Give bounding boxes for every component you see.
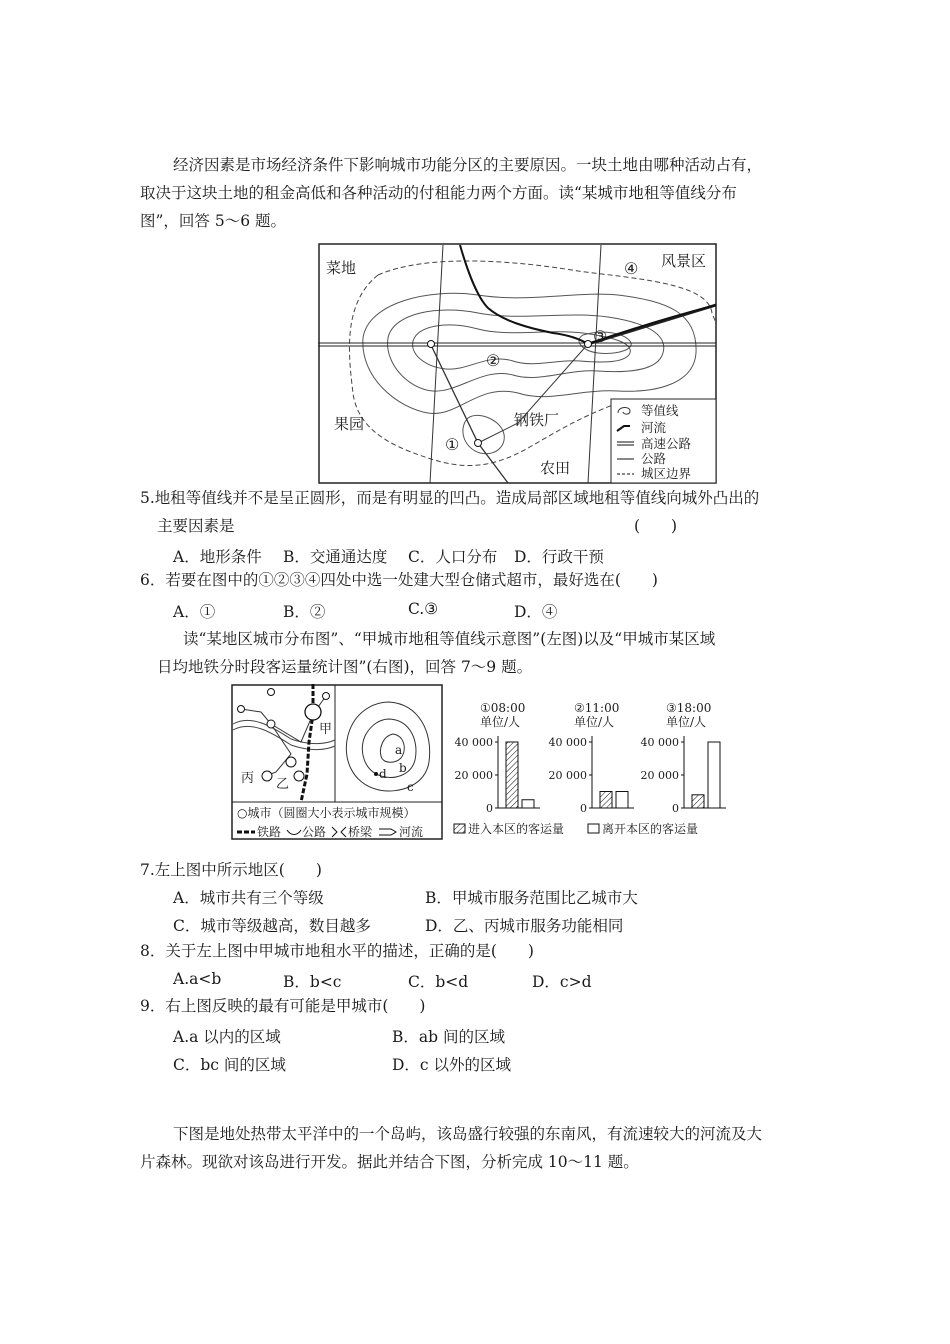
q6-option-a: A．①	[173, 603, 216, 621]
panel-tick-label-3-1: 20 000	[640, 769, 679, 782]
svg-text:河流: 河流	[641, 420, 667, 435]
ring-a: a	[395, 743, 403, 757]
point-3: ③	[593, 327, 608, 346]
city-jia: 甲	[319, 722, 333, 737]
intro1-line3: 图”，回答 5～6 题。	[140, 212, 287, 230]
legend-leave: 离开本区的客运量	[602, 822, 699, 836]
ring-c: c	[407, 780, 414, 794]
point-4: ④	[624, 259, 639, 278]
land-rent-isoline-map	[318, 243, 718, 485]
bar-leave-2	[616, 792, 628, 809]
point-2: ②	[486, 351, 501, 370]
legend-enter: 进入本区的客运量	[468, 822, 565, 836]
q5-option-b: B．交通通达度	[283, 548, 388, 566]
q6-option-c: C.③	[408, 600, 439, 618]
q9-stem: 9．右上图反映的最有可能是甲城市( )	[140, 997, 426, 1015]
panel-tick-label-3-2: 0	[672, 802, 679, 815]
q8-option-c: C．b<d	[408, 973, 469, 991]
intro2-line2: 日均地铁分时段客运量统计图”(右图)，回答 7～9 题。	[157, 658, 533, 676]
label-vegetable: 菜地	[326, 259, 357, 277]
metro-ridership-chart	[448, 700, 738, 840]
bar-enter-3	[692, 795, 704, 808]
panel-unit-3: 单位/人	[666, 715, 707, 729]
q8-option-d: D．c>d	[532, 973, 592, 991]
panel-tick-label-2-1: 20 000	[548, 769, 587, 782]
svg-text:桥梁: 桥梁	[348, 825, 373, 839]
panel-tick-label-1-0: 40 000	[454, 736, 493, 749]
panel-tick-label-2-2: 0	[580, 802, 587, 815]
bar-enter-2	[600, 792, 612, 809]
label-scenic: 风景区	[661, 252, 707, 270]
city-bing: 丙	[241, 771, 255, 786]
panel-tick-label-1-1: 20 000	[454, 769, 493, 782]
q7-option-a: A．城市共有三个等级	[173, 889, 324, 907]
intro1-line2: 取决于这块土地的租金高低和各种活动的付租能力两个方面。读“某城市地租等值线分布	[140, 184, 737, 202]
q6-option-d: D．④	[514, 603, 558, 621]
svg-text:河流: 河流	[399, 825, 424, 839]
q5-stem-line2: 主要因素是	[157, 517, 235, 535]
panel-title-1: ①08:00	[480, 701, 526, 715]
bar-enter-1	[506, 742, 518, 808]
intro1-line1: 经济因素是市场经济条件下影响城市功能分区的主要原因。一块土地由哪种活动占有，	[173, 156, 763, 174]
ring-d: d	[379, 767, 387, 781]
q5-answer-paren: ( )	[634, 517, 678, 535]
point-1: ①	[445, 435, 460, 454]
q7-stem: 7.左上图中所示地区( )	[140, 861, 322, 879]
label-farmland: 农田	[540, 459, 571, 477]
label-orchard: 果园	[334, 415, 365, 433]
leave-legend-swatch	[588, 824, 599, 833]
q9-option-c: C．bc 间的区域	[173, 1056, 286, 1074]
svg-text:高速公路: 高速公路	[641, 436, 692, 451]
q5-option-d: D．行政干预	[514, 548, 604, 566]
city-distribution-map	[231, 684, 443, 840]
intro3-line1: 下图是地处热带太平洋中的一个岛屿，该岛盛行较强的东南风，有流速较大的河流及大	[173, 1125, 763, 1143]
map2-legend-city: ○城市（圆圈大小表示城市规模）	[237, 806, 416, 820]
panel-title-2: ②11:00	[574, 701, 620, 715]
panel-unit-1: 单位/人	[480, 715, 521, 729]
q9-option-d: D．c 以外的区域	[392, 1056, 512, 1074]
q6-stem: 6．若要在图中的①②③④四处中选一处建大型仓储式超市，最好选在( )	[140, 571, 658, 589]
intro3-line2: 片森林。现欲对该岛进行开发。据此并结合下图，分析完成 10～11 题。	[140, 1153, 639, 1171]
svg-text:城区边界: 城区边界	[641, 466, 692, 481]
q7-option-d: D．乙、丙城市服务功能相同	[425, 917, 624, 935]
label-steelworks: 钢铁厂	[514, 411, 560, 429]
panel-tick-label-2-0: 40 000	[548, 736, 587, 749]
bar-leave-1	[522, 800, 534, 808]
city-yi: 乙	[276, 777, 290, 792]
q6-option-b: B．②	[283, 603, 326, 621]
q8-stem: 8．关于左上图中甲城市地租水平的描述，正确的是( )	[140, 942, 534, 960]
q7-option-c: C．城市等级越高，数目越多	[173, 917, 371, 935]
svg-text:公路: 公路	[641, 451, 667, 466]
q8-option-b: B．b<c	[283, 973, 342, 991]
q9-option-a: A.a 以内的区域	[173, 1028, 281, 1046]
intro2-line1: 读“某地区城市分布图”、“甲城市地租等值线示意图”(左图)以及“甲城市某区域	[183, 630, 716, 648]
enter-legend-swatch	[454, 824, 465, 833]
panel-unit-2: 单位/人	[574, 715, 615, 729]
panel-tick-label-1-2: 0	[486, 802, 493, 815]
q5-option-c: C．人口分布	[408, 548, 498, 566]
svg-text:公路: 公路	[302, 825, 327, 839]
q9-option-b: B．ab 间的区域	[392, 1028, 505, 1046]
q5-stem-line1: 5.地租等值线并不是呈正圆形，而是有明显的凹凸。造成局部区域地租等值线向城外凸出的	[140, 489, 760, 507]
svg-text:等值线: 等值线	[641, 403, 679, 418]
panel-title-3: ③18:00	[666, 701, 712, 715]
ring-b: b	[399, 761, 407, 775]
q7-option-b: B．甲城市服务范围比乙城市大	[425, 889, 638, 907]
map1-legend	[611, 399, 716, 483]
q5-option-a: A．地形条件	[173, 548, 262, 566]
bar-leave-3	[708, 742, 720, 808]
panel-tick-label-3-0: 40 000	[640, 736, 679, 749]
q8-option-a: A.a<b	[173, 970, 222, 988]
svg-text:铁路: 铁路	[257, 825, 282, 839]
